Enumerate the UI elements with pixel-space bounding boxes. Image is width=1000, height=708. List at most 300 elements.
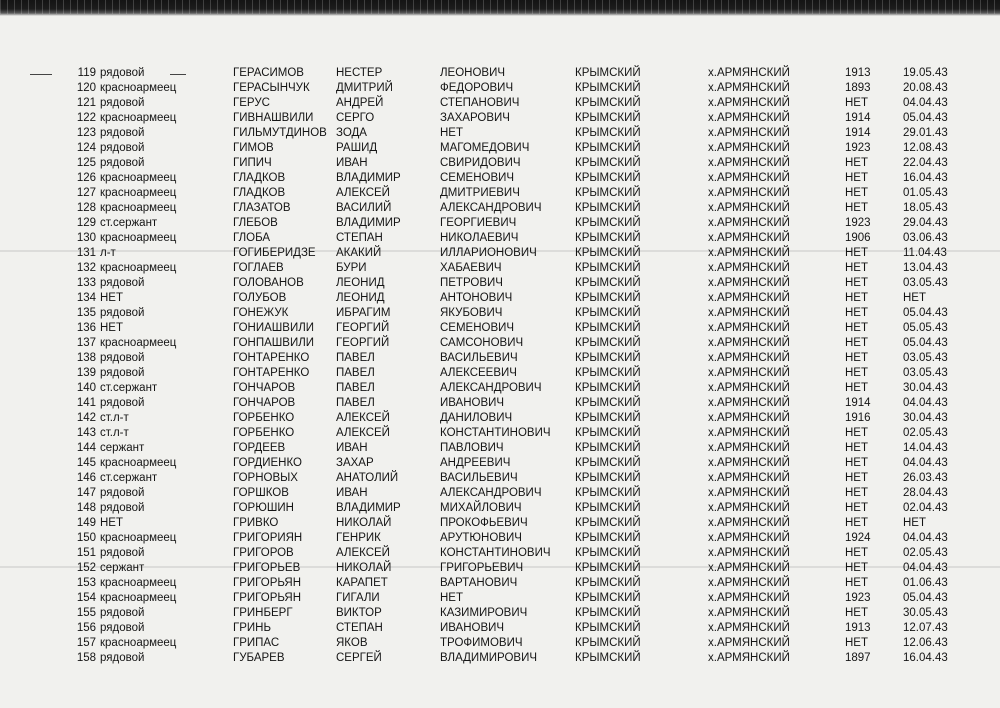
date-cell: 20.08.43	[903, 82, 948, 94]
patronymic-cell: САМСОНОВИЧ	[440, 337, 524, 349]
table-row	[0, 261, 1000, 276]
table-row	[0, 111, 1000, 126]
birth-year-cell: 1924	[845, 532, 871, 544]
surname-cell: ГОРНОВЫХ	[233, 472, 298, 484]
rank-cell: рядовой	[100, 622, 145, 634]
first-name-cell: ЛЕОНИД	[336, 277, 385, 289]
place-cell: х.АРМЯНСКИЙ	[708, 307, 790, 319]
birth-year-cell: НЕТ	[845, 367, 868, 379]
rank-cell: красноармеец	[100, 592, 177, 604]
row-number: 155	[76, 607, 96, 619]
row-number: 124	[76, 142, 96, 154]
table-row	[0, 621, 1000, 636]
region-cell: КРЫМСКИЙ	[575, 637, 641, 649]
date-cell: 12.08.43	[903, 142, 948, 154]
place-cell: х.АРМЯНСКИЙ	[708, 562, 790, 574]
rank-cell: рядовой	[100, 487, 145, 499]
row-number: 121	[76, 97, 96, 109]
table-row	[0, 591, 1000, 606]
row-number: 123	[76, 127, 96, 139]
birth-year-cell: НЕТ	[845, 607, 868, 619]
region-cell: КРЫМСКИЙ	[575, 442, 641, 454]
region-cell: КРЫМСКИЙ	[575, 532, 641, 544]
row-number: 154	[76, 592, 96, 604]
place-cell: х.АРМЯНСКИЙ	[708, 472, 790, 484]
date-cell: 01.05.43	[903, 187, 948, 199]
first-name-cell: АЛЕКСЕЙ	[336, 547, 390, 559]
birth-year-cell: НЕТ	[845, 577, 868, 589]
birth-year-cell: НЕТ	[845, 172, 868, 184]
patronymic-cell: ПРОКОФЬЕВИЧ	[440, 517, 528, 529]
region-cell: КРЫМСКИЙ	[575, 307, 641, 319]
date-cell: НЕТ	[903, 292, 926, 304]
region-cell: КРЫМСКИЙ	[575, 277, 641, 289]
rank-cell: сержант	[100, 562, 145, 574]
place-cell: х.АРМЯНСКИЙ	[708, 217, 790, 229]
birth-year-cell: НЕТ	[845, 517, 868, 529]
first-name-cell: СЕРГЕЙ	[336, 652, 382, 664]
date-cell: НЕТ	[903, 517, 926, 529]
place-cell: х.АРМЯНСКИЙ	[708, 652, 790, 664]
scan-border-top	[0, 0, 1000, 16]
rank-cell: красноармеец	[100, 337, 177, 349]
row-number: 128	[76, 202, 96, 214]
patronymic-cell: ДАНИЛОВИЧ	[440, 412, 513, 424]
region-cell: КРЫМСКИЙ	[575, 82, 641, 94]
rank-cell: рядовой	[100, 277, 145, 289]
row-number: 149	[76, 517, 96, 529]
row-number: 158	[76, 652, 96, 664]
first-name-cell: ВЛАДИМИР	[336, 217, 401, 229]
row-number: 151	[76, 547, 96, 559]
rank-cell: ст.сержант	[100, 472, 158, 484]
surname-cell: ГОГИБЕРИДЗЕ	[233, 247, 316, 259]
first-name-cell: АЛЕКСЕЙ	[336, 427, 390, 439]
date-cell: 29.04.43	[903, 217, 948, 229]
row-number: 157	[76, 637, 96, 649]
first-name-cell: АНАТОЛИЙ	[336, 472, 399, 484]
patronymic-cell: АЛЕКСАНДРОВИЧ	[440, 382, 542, 394]
table-row	[0, 321, 1000, 336]
surname-cell: ГЛАЗАТОВ	[233, 202, 291, 214]
birth-year-cell: НЕТ	[845, 442, 868, 454]
birth-year-cell: НЕТ	[845, 292, 868, 304]
region-cell: КРЫМСКИЙ	[575, 112, 641, 124]
row-number: 130	[76, 232, 96, 244]
date-cell: 11.04.43	[903, 247, 947, 259]
rank-cell: рядовой	[100, 502, 145, 514]
place-cell: х.АРМЯНСКИЙ	[708, 637, 790, 649]
place-cell: х.АРМЯНСКИЙ	[708, 292, 790, 304]
region-cell: КРЫМСКИЙ	[575, 322, 641, 334]
rank-cell: рядовой	[100, 142, 145, 154]
row-number: 136	[76, 322, 96, 334]
first-name-cell: ДМИТРИЙ	[336, 82, 393, 94]
place-cell: х.АРМЯНСКИЙ	[708, 457, 790, 469]
row-number: 138	[76, 352, 96, 364]
place-cell: х.АРМЯНСКИЙ	[708, 517, 790, 529]
patronymic-cell: ИЛЛАРИОНОВИЧ	[440, 247, 537, 259]
region-cell: КРЫМСКИЙ	[575, 232, 641, 244]
table-row	[0, 171, 1000, 186]
patronymic-cell: НИКОЛАЕВИЧ	[440, 232, 519, 244]
first-name-cell: ПАВЕЛ	[336, 382, 375, 394]
table-row	[0, 441, 1000, 456]
birth-year-cell: 1913	[845, 622, 871, 634]
rank-cell: рядовой	[100, 352, 145, 364]
birth-year-cell: НЕТ	[845, 247, 868, 259]
region-cell: КРЫМСКИЙ	[575, 622, 641, 634]
surname-cell: ГЛЕБОВ	[233, 217, 278, 229]
first-name-cell: ЛЕОНИД	[336, 292, 385, 304]
rank-cell: рядовой	[100, 547, 145, 559]
place-cell: х.АРМЯНСКИЙ	[708, 202, 790, 214]
region-cell: КРЫМСКИЙ	[575, 142, 641, 154]
place-cell: х.АРМЯНСКИЙ	[708, 427, 790, 439]
region-cell: КРЫМСКИЙ	[575, 457, 641, 469]
rank-cell: ст.л-т	[100, 427, 129, 439]
row-number: 125	[76, 157, 96, 169]
place-cell: х.АРМЯНСКИЙ	[708, 157, 790, 169]
rank-cell: красноармеец	[100, 112, 177, 124]
row-number: 120	[76, 82, 96, 94]
first-name-cell: ИВАН	[336, 157, 368, 169]
rank-cell: красноармеец	[100, 637, 177, 649]
region-cell: КРЫМСКИЙ	[575, 592, 641, 604]
date-cell: 30.04.43	[903, 412, 948, 424]
date-cell: 18.05.43	[903, 202, 948, 214]
birth-year-cell: НЕТ	[845, 157, 868, 169]
date-cell: 02.05.43	[903, 547, 948, 559]
row-number: 140	[76, 382, 96, 394]
place-cell: х.АРМЯНСКИЙ	[708, 172, 790, 184]
rank-cell: рядовой	[100, 127, 145, 139]
patronymic-cell: СЕМЕНОВИЧ	[440, 172, 515, 184]
row-number: 139	[76, 367, 96, 379]
row-number: 131	[76, 247, 96, 259]
birth-year-cell: 1914	[845, 397, 871, 409]
row-number: 146	[76, 472, 96, 484]
birth-year-cell: НЕТ	[845, 637, 868, 649]
patronymic-cell: ХАБАЕВИЧ	[440, 262, 502, 274]
row-number: 134	[76, 292, 96, 304]
date-cell: 03.06.43	[903, 232, 948, 244]
surname-cell: ГОРДЕЕВ	[233, 442, 286, 454]
surname-cell: ГОГЛАЕВ	[233, 262, 284, 274]
birth-year-cell: 1913	[845, 67, 871, 79]
date-cell: 30.04.43	[903, 382, 948, 394]
row-number: 126	[76, 172, 96, 184]
patronymic-cell: АНТОНОВИЧ	[440, 292, 513, 304]
table-row	[0, 486, 1000, 501]
place-cell: х.АРМЯНСКИЙ	[708, 532, 790, 544]
surname-cell: ГРИПАС	[233, 637, 280, 649]
surname-cell: ГЛОБА	[233, 232, 271, 244]
birth-year-cell: 1923	[845, 217, 871, 229]
table-row	[0, 426, 1000, 441]
birth-year-cell: НЕТ	[845, 337, 868, 349]
row-number: 141	[76, 397, 96, 409]
row-number: 147	[76, 487, 96, 499]
table-row	[0, 351, 1000, 366]
first-name-cell: ИВАН	[336, 442, 368, 454]
rank-cell: рядовой	[100, 67, 145, 79]
table-row	[0, 396, 1000, 411]
table-row	[0, 651, 1000, 666]
place-cell: х.АРМЯНСКИЙ	[708, 397, 790, 409]
surname-cell: ГЕРУС	[233, 97, 270, 109]
patronymic-cell: АЛЕКСАНДРОВИЧ	[440, 202, 542, 214]
place-cell: х.АРМЯНСКИЙ	[708, 442, 790, 454]
region-cell: КРЫМСКИЙ	[575, 487, 641, 499]
surname-cell: ГОРБЕНКО	[233, 412, 295, 424]
table-row	[0, 456, 1000, 471]
surname-cell: ГИМОВ	[233, 142, 274, 154]
place-cell: х.АРМЯНСКИЙ	[708, 367, 790, 379]
rank-cell: НЕТ	[100, 517, 123, 529]
region-cell: КРЫМСКИЙ	[575, 472, 641, 484]
place-cell: х.АРМЯНСКИЙ	[708, 577, 790, 589]
row-number: 153	[76, 577, 96, 589]
patronymic-cell: СЕМЕНОВИЧ	[440, 322, 515, 334]
surname-cell: ГОРЮШИН	[233, 502, 294, 514]
burial-list-table	[0, 66, 1000, 666]
rank-cell: красноармеец	[100, 202, 177, 214]
region-cell: КРЫМСКИЙ	[575, 202, 641, 214]
rank-cell: красноармеец	[100, 457, 177, 469]
date-cell: 05.04.43	[903, 592, 948, 604]
rank-cell: НЕТ	[100, 292, 123, 304]
patronymic-cell: СВИРИДОВИЧ	[440, 157, 521, 169]
region-cell: КРЫМСКИЙ	[575, 367, 641, 379]
rank-cell: рядовой	[100, 97, 145, 109]
table-row	[0, 576, 1000, 591]
birth-year-cell: НЕТ	[845, 262, 868, 274]
place-cell: х.АРМЯНСКИЙ	[708, 97, 790, 109]
first-name-cell: ГИГАЛИ	[336, 592, 380, 604]
first-name-cell: АЛЕКСЕЙ	[336, 412, 390, 424]
patronymic-cell: ВЛАДИМИРОВИЧ	[440, 652, 538, 664]
place-cell: х.АРМЯНСКИЙ	[708, 142, 790, 154]
surname-cell: ГОНТАРЕНКО	[233, 352, 310, 364]
table-row	[0, 216, 1000, 231]
row-number: 129	[76, 217, 96, 229]
first-name-cell: ГЕОРГИЙ	[336, 322, 390, 334]
first-name-cell: ВАСИЛИЙ	[336, 202, 392, 214]
surname-cell: ГОНИАШВИЛИ	[233, 322, 315, 334]
rank-cell: ст.сержант	[100, 382, 158, 394]
table-row	[0, 381, 1000, 396]
row-number: 152	[76, 562, 96, 574]
patronymic-cell: НЕТ	[440, 127, 463, 139]
table-row	[0, 186, 1000, 201]
place-cell: х.АРМЯНСКИЙ	[708, 322, 790, 334]
place-cell: х.АРМЯНСКИЙ	[708, 67, 790, 79]
rank-cell: л-т	[100, 247, 116, 259]
table-row	[0, 636, 1000, 651]
region-cell: КРЫМСКИЙ	[575, 292, 641, 304]
first-name-cell: ИБРАГИМ	[336, 307, 391, 319]
surname-cell: ГЛАДКОВ	[233, 187, 286, 199]
table-row	[0, 561, 1000, 576]
surname-cell: ГИЛЬМУТДИНОВ	[233, 127, 327, 139]
row-number: 122	[76, 112, 96, 124]
rank-cell: красноармеец	[100, 82, 177, 94]
place-cell: х.АРМЯНСКИЙ	[708, 277, 790, 289]
patronymic-cell: КОНСТАНТИНОВИЧ	[440, 547, 551, 559]
birth-year-cell: 1916	[845, 412, 871, 424]
row-number: 132	[76, 262, 96, 274]
surname-cell: ГРИНБЕРГ	[233, 607, 293, 619]
date-cell: 22.04.43	[903, 157, 948, 169]
date-cell: 03.05.43	[903, 367, 948, 379]
region-cell: КРЫМСКИЙ	[575, 607, 641, 619]
region-cell: КРЫМСКИЙ	[575, 652, 641, 664]
rank-cell: красноармеец	[100, 262, 177, 274]
rank-cell: ст.л-т	[100, 412, 129, 424]
birth-year-cell: НЕТ	[845, 382, 868, 394]
birth-year-cell: НЕТ	[845, 472, 868, 484]
first-name-cell: ВЛАДИМИР	[336, 502, 401, 514]
surname-cell: ГЕРАСИМОВ	[233, 67, 304, 79]
place-cell: х.АРМЯНСКИЙ	[708, 607, 790, 619]
birth-year-cell: 1923	[845, 142, 871, 154]
surname-cell: ГОЛОВАНОВ	[233, 277, 304, 289]
place-cell: х.АРМЯНСКИЙ	[708, 412, 790, 424]
table-row	[0, 411, 1000, 426]
row-number: 143	[76, 427, 96, 439]
patronymic-cell: ГЕОРГИЕВИЧ	[440, 217, 517, 229]
table-row	[0, 516, 1000, 531]
birth-year-cell: НЕТ	[845, 307, 868, 319]
date-cell: 04.04.43	[903, 562, 948, 574]
birth-year-cell: 1923	[845, 592, 871, 604]
surname-cell: ГОРШКОВ	[233, 487, 289, 499]
first-name-cell: РАШИД	[336, 142, 378, 154]
first-name-cell: ПАВЕЛ	[336, 352, 375, 364]
region-cell: КРЫМСКИЙ	[575, 247, 641, 259]
region-cell: КРЫМСКИЙ	[575, 262, 641, 274]
surname-cell: ГРИГОРЬЕВ	[233, 562, 301, 574]
date-cell: 01.06.43	[903, 577, 948, 589]
surname-cell: ГЛАДКОВ	[233, 172, 286, 184]
row-number: 119	[77, 67, 96, 79]
table-row	[0, 126, 1000, 141]
first-name-cell: АЛЕКСЕЙ	[336, 187, 390, 199]
patronymic-cell: НЕТ	[440, 592, 463, 604]
table-row	[0, 366, 1000, 381]
place-cell: х.АРМЯНСКИЙ	[708, 247, 790, 259]
birth-year-cell: НЕТ	[845, 352, 868, 364]
table-row	[0, 201, 1000, 216]
date-cell: 14.04.43	[903, 442, 948, 454]
place-cell: х.АРМЯНСКИЙ	[708, 262, 790, 274]
first-name-cell: ЗАХАР	[336, 457, 374, 469]
patronymic-cell: ДМИТРИЕВИЧ	[440, 187, 520, 199]
patronymic-cell: КОНСТАНТИНОВИЧ	[440, 427, 551, 439]
first-name-cell: ВИКТОР	[336, 607, 382, 619]
place-cell: х.АРМЯНСКИЙ	[708, 187, 790, 199]
table-row	[0, 501, 1000, 516]
surname-cell: ГРИГОРЬЯН	[233, 577, 302, 589]
patronymic-cell: ЛЕОНОВИЧ	[440, 67, 506, 79]
region-cell: КРЫМСКИЙ	[575, 427, 641, 439]
rank-cell: сержант	[100, 442, 145, 454]
place-cell: х.АРМЯНСКИЙ	[708, 592, 790, 604]
patronymic-cell: СТЕПАНОВИЧ	[440, 97, 520, 109]
rank-cell: красноармеец	[100, 187, 177, 199]
date-cell: 12.07.43	[903, 622, 948, 634]
surname-cell: ГИВНАШВИЛИ	[233, 112, 314, 124]
first-name-cell: СТЕПАН	[336, 622, 383, 634]
birth-year-cell: НЕТ	[845, 457, 868, 469]
surname-cell: ГРИНЬ	[233, 622, 272, 634]
place-cell: х.АРМЯНСКИЙ	[708, 487, 790, 499]
birth-year-cell: НЕТ	[845, 97, 868, 109]
date-cell: 19.05.43	[903, 67, 948, 79]
birth-year-cell: НЕТ	[845, 187, 868, 199]
date-cell: 05.04.43	[903, 307, 948, 319]
patronymic-cell: ФЕДОРОВИЧ	[440, 82, 514, 94]
rank-cell: красноармеец	[100, 577, 177, 589]
date-cell: 16.04.43	[903, 172, 948, 184]
surname-cell: ГОРДИЕНКО	[233, 457, 302, 469]
table-row	[0, 606, 1000, 621]
birth-year-cell: НЕТ	[845, 277, 868, 289]
birth-year-cell: НЕТ	[845, 322, 868, 334]
first-name-cell: НИКОЛАЙ	[336, 517, 392, 529]
patronymic-cell: АРУТЮНОВИЧ	[440, 532, 522, 544]
region-cell: КРЫМСКИЙ	[575, 382, 641, 394]
region-cell: КРЫМСКИЙ	[575, 127, 641, 139]
surname-cell: ГЕРАСЫНЧУК	[233, 82, 310, 94]
date-cell: 02.04.43	[903, 502, 948, 514]
rank-cell: рядовой	[100, 157, 145, 169]
rank-cell: рядовой	[100, 367, 145, 379]
region-cell: КРЫМСКИЙ	[575, 352, 641, 364]
surname-cell: ГРИГОРОВ	[233, 547, 294, 559]
surname-cell: ГУБАРЕВ	[233, 652, 285, 664]
first-name-cell: ГЕНРИК	[336, 532, 381, 544]
birth-year-cell: НЕТ	[845, 427, 868, 439]
region-cell: КРЫМСКИЙ	[575, 172, 641, 184]
surname-cell: ГОНЧАРОВ	[233, 397, 296, 409]
region-cell: КРЫМСКИЙ	[575, 502, 641, 514]
first-name-cell: НЕСТЕР	[336, 67, 383, 79]
row-number: 145	[76, 457, 96, 469]
rank-cell: ст.сержант	[100, 217, 158, 229]
date-cell: 05.04.43	[903, 112, 948, 124]
region-cell: КРЫМСКИЙ	[575, 97, 641, 109]
table-row	[0, 96, 1000, 111]
patronymic-cell: ЗАХАРОВИЧ	[440, 112, 510, 124]
table-row	[0, 246, 1000, 261]
table-row	[0, 141, 1000, 156]
date-cell: 29.01.43	[903, 127, 948, 139]
first-name-cell: СТЕПАН	[336, 232, 383, 244]
first-name-cell: ПАВЕЛ	[336, 367, 375, 379]
first-name-cell: АКАКИЙ	[336, 247, 382, 259]
surname-cell: ГРИВКО	[233, 517, 279, 529]
place-cell: х.АРМЯНСКИЙ	[708, 82, 790, 94]
table-row	[0, 306, 1000, 321]
surname-cell: ГРИГОРЬЯН	[233, 592, 302, 604]
birth-year-cell: 1893	[845, 82, 871, 94]
surname-cell: ГОНЕЖУК	[233, 307, 289, 319]
row-number: 133	[76, 277, 96, 289]
first-name-cell: ВЛАДИМИР	[336, 172, 401, 184]
date-cell: 05.04.43	[903, 337, 948, 349]
